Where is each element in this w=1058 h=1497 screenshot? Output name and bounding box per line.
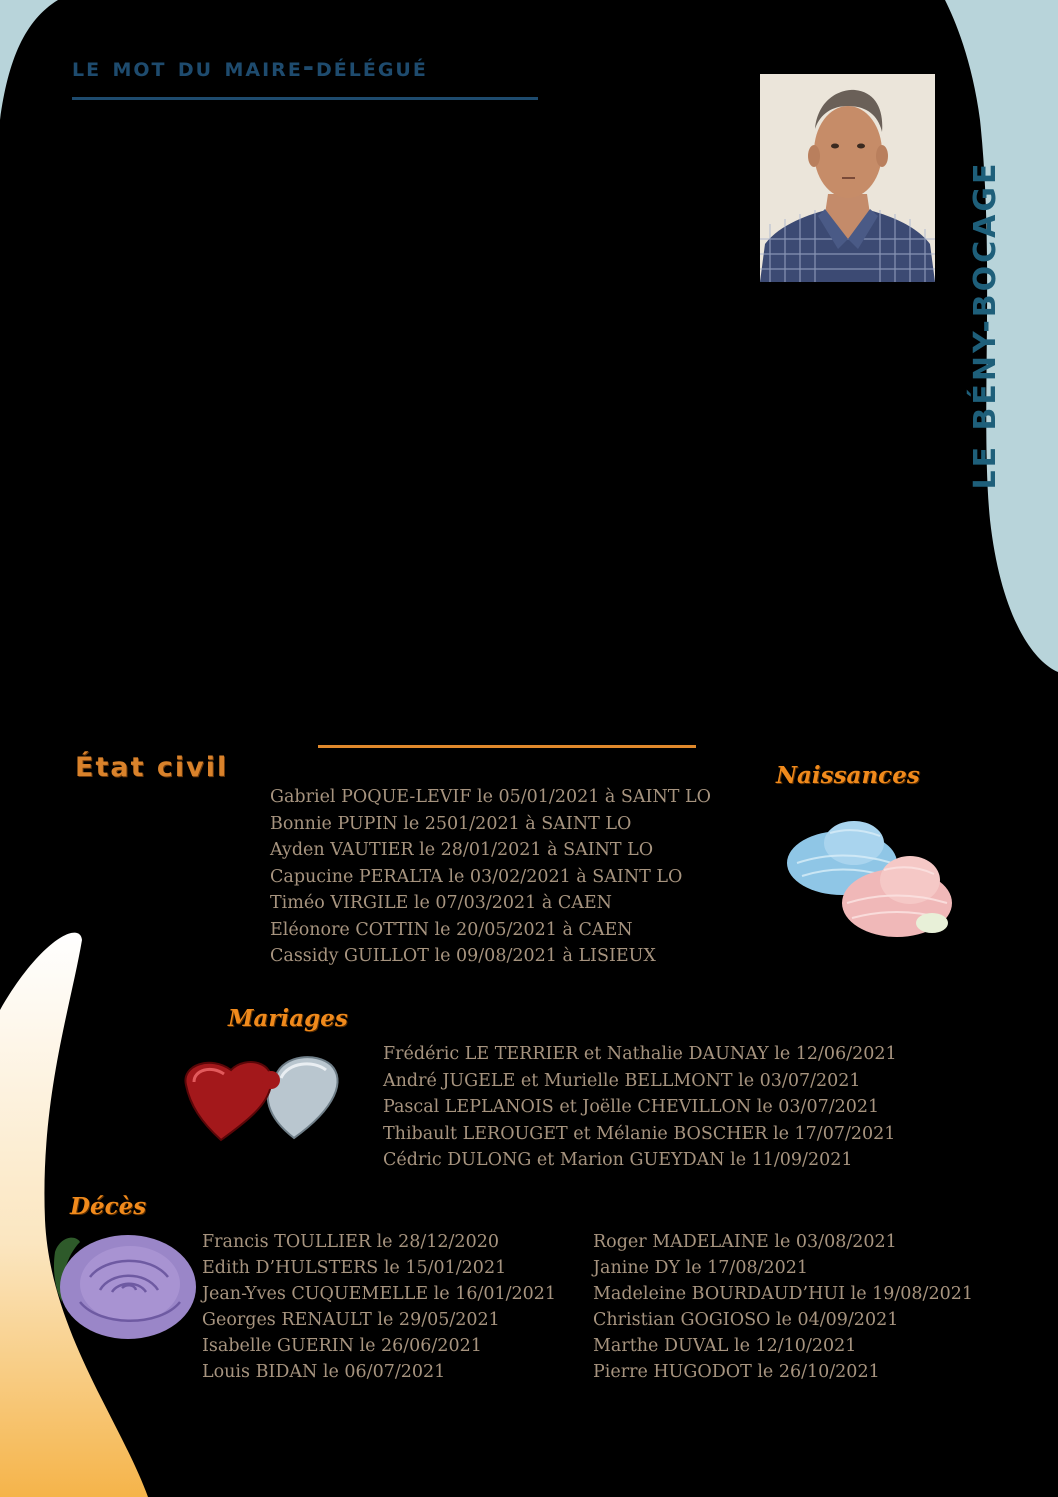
list-item: Madeleine BOURDAUD’HUI le 19/08/2021 <box>593 1284 973 1304</box>
list-item: Timéo VIRGILE le 07/03/2021 à CAEN <box>270 893 612 913</box>
list-item: André JUGELE et Murielle BELLMONT le 03/07/2021 <box>383 1070 861 1091</box>
list-item: Ayden VAUTIER le 28/01/2021 à SAINT LO <box>270 840 654 860</box>
top-left-curve <box>0 0 58 120</box>
list-item: Christian GOGIOSO le 04/09/2021 <box>593 1310 899 1330</box>
list-item: Louis BIDAN le 06/07/2021 <box>202 1362 446 1382</box>
births-list <box>270 784 711 970</box>
list-item: Eléonore COTTIN le 20/05/2021 à CAEN <box>270 919 633 940</box>
title-underline <box>72 97 538 100</box>
list-item: Isabelle GUERIN le 26/06/2021 <box>202 1336 482 1356</box>
deaths-list-right <box>593 1229 973 1385</box>
list-item: Marthe DUVAL le 12/10/2021 <box>593 1336 857 1356</box>
page-title: le mot du maire-délégué <box>72 52 428 83</box>
list-item: Gabriel POQUE-LEVIF le 05/01/2021 à SAINT LO <box>270 787 711 807</box>
mariages-list <box>383 1041 897 1174</box>
list-item: Thibault LEROUGET et Mélanie BOSCHER le 17/07/2021 <box>383 1123 896 1144</box>
deaths-list-left <box>202 1229 556 1385</box>
list-item: Georges RENAULT le 29/05/2021 <box>202 1310 500 1330</box>
purple-rose-image <box>50 1232 200 1346</box>
list-item: Bonnie PUPIN le 2501/2021 à SAINT LO <box>270 813 632 834</box>
list-item: Janine DY le 17/08/2021 <box>593 1258 809 1278</box>
list-item: Cassidy GUILLOT le 09/08/2021 à LISIEUX <box>270 946 656 966</box>
baby-booties-image <box>782 808 957 952</box>
list-item: Pierre HUGODOT le 26/10/2021 <box>593 1362 880 1382</box>
list-item: Pascal LEPLANOIS et Joëlle CHEVILLON le 03/07/2021 <box>383 1097 880 1117</box>
mayor-portrait-photo <box>760 74 935 282</box>
list-item: Roger MADELAINE le 03/08/2021 <box>593 1232 897 1252</box>
deces-heading: Décès <box>70 1193 147 1220</box>
list-item: Cédric DULONG et Marion GUEYDAN le 11/09/2021 <box>383 1150 853 1170</box>
naissances-heading: Naissances <box>776 762 920 789</box>
list-item: Jean-Yves CUQUEMELLE le 16/01/2021 <box>202 1284 557 1304</box>
section-divider <box>318 745 696 748</box>
puzzle-hearts-image <box>176 1050 346 1149</box>
mariages-heading: Mariages <box>228 1005 348 1032</box>
list-item: Francis TOULLIER le 28/12/2020 <box>202 1232 499 1252</box>
commune-side-label: LE BÉNY-BOCAGE <box>968 160 1003 490</box>
etat-civil-title: État civil <box>75 752 229 783</box>
list-item: Edith D’HULSTERS le 15/01/2021 <box>202 1258 507 1278</box>
list-item: Capucine PERALTA le 03/02/2021 à SAINT LO <box>270 866 683 887</box>
list-item: Frédéric LE TERRIER et Nathalie DAUNAY le 12/06/2021 <box>383 1044 897 1064</box>
